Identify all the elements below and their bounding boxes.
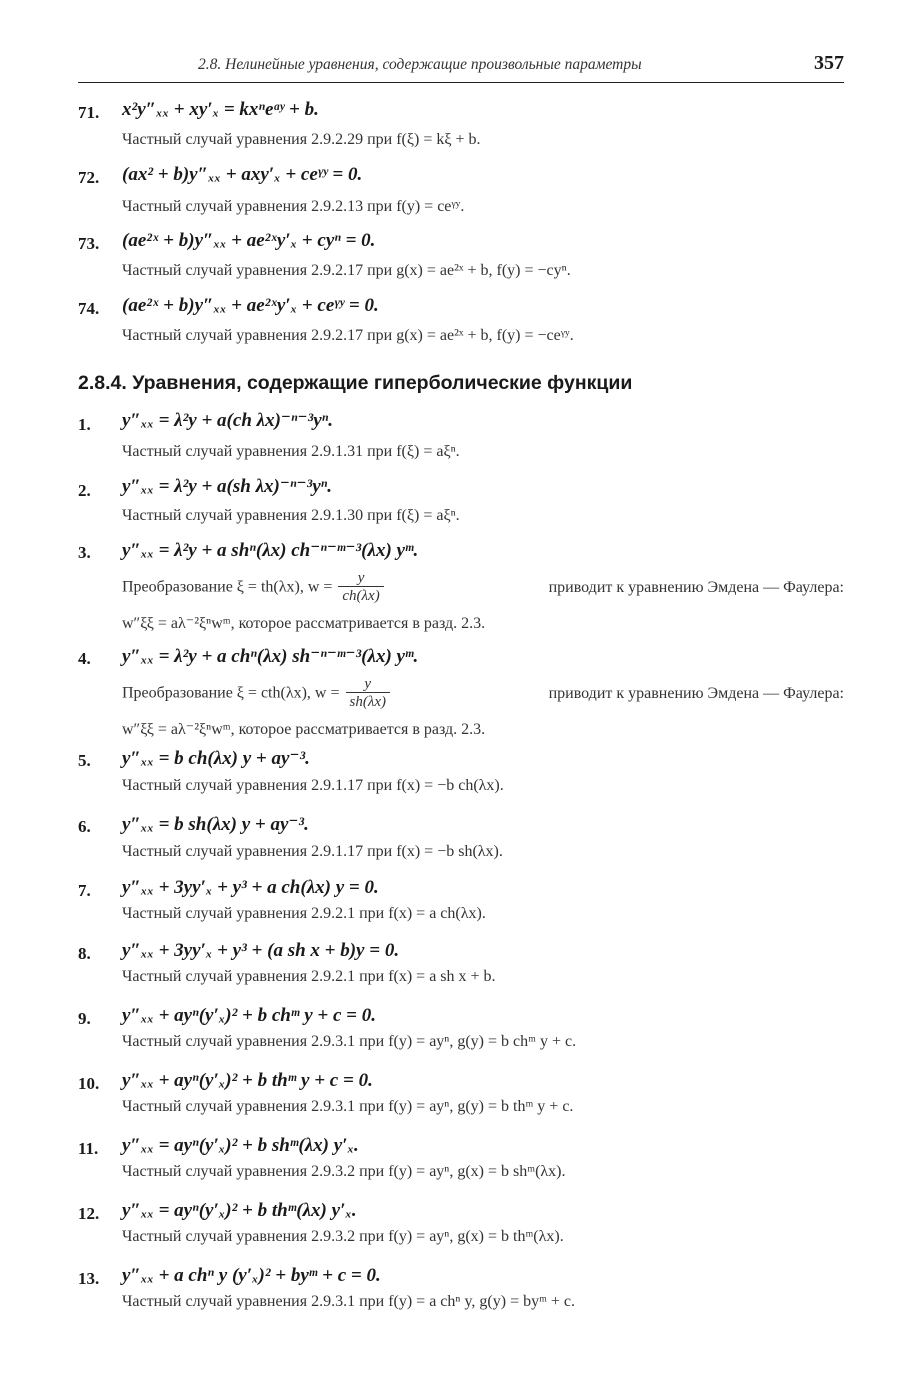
equation-description: Частный случай уравнения 2.9.3.1 при f(y) = ayⁿ, g(y) = b chᵐ y + c. xyxy=(122,1033,577,1050)
equation-number: 4. xyxy=(78,649,91,668)
equation-formula: y″ₓₓ + ayⁿ(y′ₓ)² + b chᵐ y + c = 0. xyxy=(122,1005,376,1026)
equation-description: Частный случай уравнения 2.9.2.17 при g(x) = ae²ˣ + b, f(y) = −cyⁿ. xyxy=(122,262,571,279)
equation-formula: y″ₓₓ = λ²y + a shⁿ(λx) ch⁻ⁿ⁻ᵐ⁻³(λx) yᵐ. xyxy=(122,540,419,561)
fraction-denominator: ch(λx) xyxy=(338,586,383,605)
equation-formula: (ax² + b)y″ₓₓ + axy′ₓ + ceᵞʸ = 0. xyxy=(122,164,363,185)
note-line-start xyxy=(122,571,390,605)
equation-formula: y″ₓₓ + ayⁿ(y′ₓ)² + b thᵐ y + c = 0. xyxy=(122,1070,373,1091)
equation-description: Частный случай уравнения 2.9.2.17 при g(x) = ae²ˣ + b, f(y) = −ceᵞʸ. xyxy=(122,327,574,344)
note-line-continuation: w″ξξ = aλ⁻²ξⁿwᵐ, которое рассматривается в разд. 2.3. xyxy=(122,615,486,632)
equation-description: Частный случай уравнения 2.9.3.2 при f(y) = ayⁿ, g(x) = b thᵐ(λx). xyxy=(122,1228,564,1245)
equation-formula: y″ₓₓ + a chⁿ y (y′ₓ)² + byᵐ + c = 0. xyxy=(122,1265,381,1286)
equation-number: 11. xyxy=(78,1139,99,1158)
equation-description: Частный случай уравнения 2.9.2.1 при f(x) = a ch(λx). xyxy=(122,905,486,922)
equation-number: 6. xyxy=(78,817,91,836)
transformation-note xyxy=(122,565,844,631)
note-text-end: приводит к уравнению Эмдена — Фаулера: xyxy=(548,685,844,702)
fraction-denominator: sh(λx) xyxy=(346,692,390,711)
equation-formula: (ae²ˣ + b)y″ₓₓ + ae²ˣy′ₓ + ceᵞʸ = 0. xyxy=(122,295,379,316)
equation-formula: y″ₓₓ + 3yy′ₓ + y³ + a ch(λx) y = 0. xyxy=(122,877,379,898)
equation-description: Частный случай уравнения 2.9.3.2 при f(y) = ayⁿ, g(x) = b shᵐ(λx). xyxy=(122,1163,566,1180)
equation-number: 10. xyxy=(78,1074,100,1093)
note-line-start xyxy=(122,677,396,711)
fraction xyxy=(338,571,383,605)
note-text-end: приводит к уравнению Эмдена — Фаулера: xyxy=(548,579,844,596)
fraction-numerator: y xyxy=(364,676,372,692)
equation-formula: y″ₓₓ = b ch(λx) y + ay⁻³. xyxy=(122,748,310,769)
equation-formula: y″ₓₓ = λ²y + a(sh λx)⁻ⁿ⁻³yⁿ. xyxy=(122,476,333,497)
equation-number: 74. xyxy=(78,299,100,318)
equation-formula: y″ₓₓ + 3yy′ₓ + y³ + (a sh x + b)y = 0. xyxy=(122,940,400,961)
equation-number: 8. xyxy=(78,944,91,963)
equation-description: Частный случай уравнения 2.9.1.30 при f(ξ) = aξⁿ. xyxy=(122,507,460,524)
equation-number: 3. xyxy=(78,543,91,562)
equation-formula: y″ₓₓ = λ²y + a chⁿ(λx) sh⁻ⁿ⁻ᵐ⁻³(λx) yᵐ. xyxy=(122,646,419,667)
equation-number: 9. xyxy=(78,1009,91,1028)
equation-number: 72. xyxy=(78,168,100,187)
equation-description: Частный случай уравнения 2.9.1.17 при f(x) = −b ch(λx). xyxy=(122,777,504,794)
page-number: 357 xyxy=(814,52,844,74)
section-title: 2.8.4. Уравнения, содержащие гиперболические функции xyxy=(78,372,633,394)
equation-description: Частный случай уравнения 2.9.2.29 при f(ξ) = kξ + b. xyxy=(122,131,481,148)
equation-description: Частный случай уравнения 2.9.1.31 при f(ξ) = aξⁿ. xyxy=(122,443,460,460)
equation-formula: y″ₓₓ = ayⁿ(y′ₓ)² + b shᵐ(λx) y′ₓ. xyxy=(122,1135,359,1156)
equation-description: Частный случай уравнения 2.9.3.1 при f(y) = ayⁿ, g(y) = b thᵐ y + c. xyxy=(122,1098,574,1115)
equation-description: Частный случай уравнения 2.9.2.13 при f(y) = ceᵞʸ. xyxy=(122,198,465,215)
equation-formula: y″ₓₓ = ayⁿ(y′ₓ)² + b thᵐ(λx) y′ₓ. xyxy=(122,1200,357,1221)
fraction-numerator: y xyxy=(357,570,365,586)
equation-number: 1. xyxy=(78,415,91,434)
equation-description: Частный случай уравнения 2.9.3.1 при f(y) = a chⁿ y, g(y) = byᵐ + c. xyxy=(122,1293,576,1310)
running-header xyxy=(78,52,844,83)
equation-number: 2. xyxy=(78,481,91,500)
equation-number: 13. xyxy=(78,1269,100,1288)
running-header-title: 2.8. Нелинейные уравнения, содержащие произвольные параметры xyxy=(198,56,642,73)
equation-number: 71. xyxy=(78,103,100,122)
equation-formula: y″ₓₓ = b sh(λx) y + ay⁻³. xyxy=(122,814,309,835)
equation-number: 5. xyxy=(78,751,91,770)
note-text: Преобразование ξ = th(λx), w = xyxy=(122,578,333,596)
equation-description: Частный случай уравнения 2.9.1.17 при f(x) = −b sh(λx). xyxy=(122,843,503,860)
equation-number: 12. xyxy=(78,1204,100,1223)
equation-description: Частный случай уравнения 2.9.2.1 при f(x) = a sh x + b. xyxy=(122,968,496,985)
equation-formula: y″ₓₓ = λ²y + a(ch λx)⁻ⁿ⁻³yⁿ. xyxy=(122,410,334,431)
note-text: Преобразование ξ = cth(λx), w = xyxy=(122,684,340,702)
equation-number: 73. xyxy=(78,234,100,253)
transformation-note xyxy=(122,671,844,737)
fraction xyxy=(346,677,390,711)
equation-formula: x²y″ₓₓ + xy′ₓ = kxⁿeᵃʸ + b. xyxy=(122,99,319,120)
equation-formula: (ae²ˣ + b)y″ₓₓ + ae²ˣy′ₓ + cyⁿ = 0. xyxy=(122,230,376,251)
note-line-continuation: w″ξξ = aλ⁻²ξⁿwᵐ, которое рассматривается в разд. 2.3. xyxy=(122,721,486,738)
equation-number: 7. xyxy=(78,881,91,900)
